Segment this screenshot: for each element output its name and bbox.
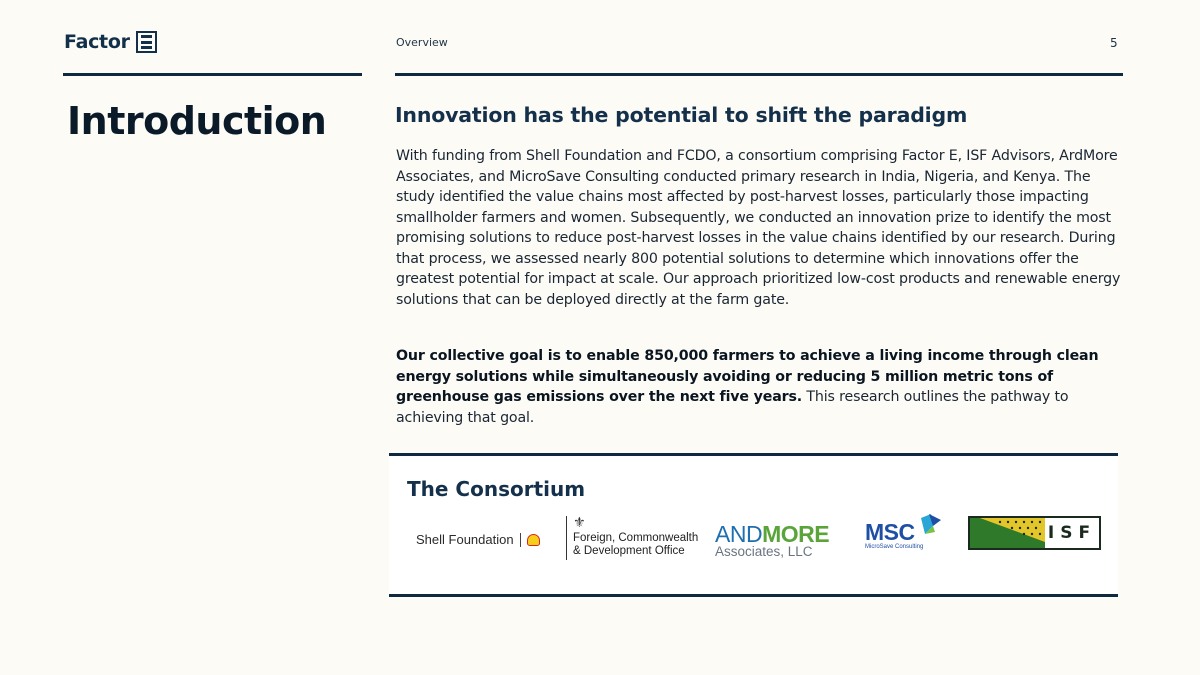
goal-paragraph: [396, 346, 1126, 428]
shell-foundation-name: Shell Foundation: [416, 532, 514, 547]
logo-separator: [520, 533, 521, 547]
factor-e-logo: [64, 31, 157, 53]
fcdo-logo: [566, 516, 698, 560]
ardmore-subtitle: Associates, LLC: [715, 544, 813, 559]
msc-logo: [865, 512, 923, 550]
msc-swoosh-icon: [865, 512, 945, 564]
ardmore-logo: [715, 523, 829, 559]
goal-bold-text: Our collective goal is to enable 850,000 farmers to achieve a living income through clean energy solutions while simultaneously avoiding or reducing 5 million metric tons of greenhouse gas emissions over the next five years.: [396, 348, 1099, 405]
ardmore-wordmark: [715, 523, 829, 545]
logo-text: Factor: [64, 31, 130, 53]
msc-subtitle: MicroSave Consulting: [865, 544, 924, 550]
fcdo-name-line1: Foreign, Commonwealth: [573, 532, 699, 544]
page-number: 5: [1110, 36, 1118, 50]
fcdo-name-line2: & Development Office: [573, 544, 685, 557]
isf-wordmark: ISF: [1047, 523, 1097, 543]
logo-e-icon: [136, 31, 157, 53]
section-label: Overview: [396, 36, 448, 49]
headline: Innovation has the potential to shift the paradigm: [395, 103, 968, 127]
ardmore-and: AND: [715, 521, 763, 547]
intro-paragraph: With funding from Shell Foundation and FCDO, a consortium comprising Factor E, ISF Advisors, ArdMore Associates, and MicroSave Consulting conducted primary research in India, Nigeria, and Kenya. The study identified the value chains most affected by post-harvest losses, particularly those impacting smallholder farmers and women. Subsequently, we conducted an innovation prize to identify the most promising solutions to reduce post-harvest losses in the value chains identified by our research. During that process, we assessed nearly 800 potential solutions to determine which innovations offer the greatest potential for impact at scale. Our approach prioritized low-cost products and renewable energy solutions that can be deployed directly at the farm gate.: [396, 148, 1121, 308]
consortium-title: The Consortium: [407, 477, 586, 501]
goal-rest-text: This research outlines the pathway to achieving that goal.: [396, 389, 1069, 426]
isf-pattern-icon: [970, 518, 1045, 548]
royal-crest-icon: ⚜: [573, 515, 586, 531]
msc-wordmark: MSC: [865, 519, 915, 545]
page-title: Introduction: [67, 99, 327, 143]
fcdo-divider: [566, 516, 567, 560]
isf-logo: [968, 516, 1101, 550]
consortium-panel: [389, 453, 1118, 597]
isf-emblem-icon: [970, 518, 1045, 548]
shell-foundation-logo: [416, 532, 540, 547]
divider-left: [63, 73, 362, 76]
divider-right: [395, 73, 1123, 76]
ardmore-more: MORE: [762, 521, 830, 547]
shell-pecten-icon: [527, 534, 540, 546]
